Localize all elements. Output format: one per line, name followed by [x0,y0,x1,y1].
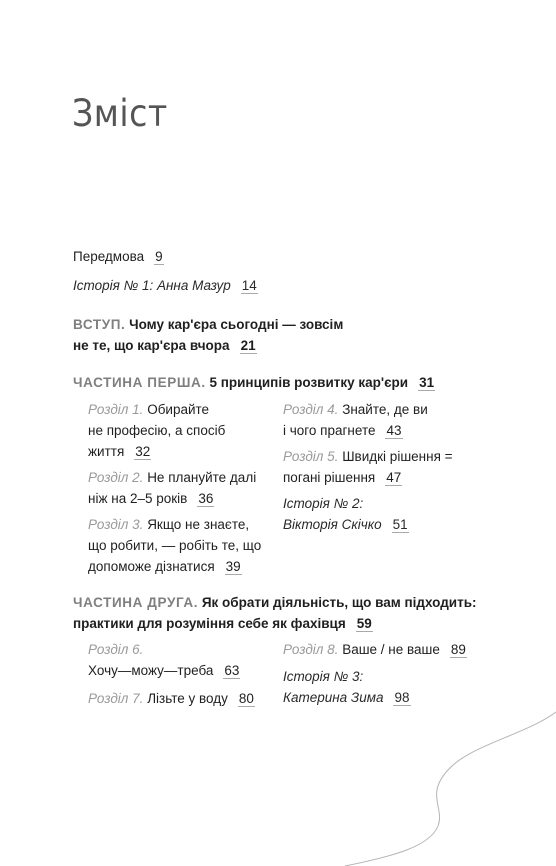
intro-label: ВСТУП. [73,317,126,332]
chapter-title-line-2: погані рішення [283,470,376,485]
chapter-label: Розділ 4. [283,402,339,417]
chapter-title-line-2: і чого прагнете [283,423,376,438]
page-number: 21 [240,338,256,353]
chapter-label: Розділ 2. [88,470,144,485]
part-2-title-line-1: Як обрати діяльність, що вам підходить: [201,595,477,610]
chapter-title-line-2: ніж на 2–5 років [88,491,188,506]
chapter-label: Розділ 7. [88,691,144,706]
page-number: 39 [225,559,241,574]
page-number: 32 [135,444,151,459]
page-number: 89 [450,642,466,657]
chapter-title-line-1: Не плануйте далі [147,470,257,485]
chapter-title-line-2: що робити, — робіть те, що [88,538,262,553]
chapter-label: Розділ 1. [88,402,144,417]
part-2-title-line-2: практики для розуміння себе як фахівця [73,616,346,631]
chapter-label: Розділ 5. [283,449,339,464]
chapter-title-line-1: Хочу—можу—треба [88,663,214,678]
intro-title-line-2: не те, що кар'єра вчора [73,338,230,353]
page-number: 14 [241,278,257,293]
part-1-label: ЧАСТИНА ПЕРША. [73,375,206,390]
page-number: 43 [386,423,402,438]
chapter-title-line-1: Знайте, де ви [342,402,428,417]
chapter-title-line-1: Лізьте у воду [147,691,228,706]
chapter-label: Розділ 8. [283,642,339,657]
page-number: 98 [394,690,410,705]
page-number: 31 [419,375,435,390]
chapter-title-line-1: Ваше / не ваше [342,642,440,657]
chapter-label: Розділ 6. [88,642,144,657]
page-number: 51 [392,517,408,532]
story-title: Катерина Зима [283,690,384,705]
page-title: Зміст [72,92,168,135]
intro-title-line-1: Чому кар'єра сьогодні — зовсім [129,317,344,332]
chapter-title-line-1: Швидкі рішення = [342,449,453,464]
chapter-title-line-2: не професію, а спосіб [88,423,226,438]
chapter-title-line-1: Якщо не знаєте, [147,517,250,532]
page-number: 63 [224,663,240,678]
chapter-title-line-1: Обирайте [147,402,210,417]
page-number: 9 [155,249,163,264]
page-number: 36 [198,491,214,506]
part-1-title: 5 принципів розвитку кар'єри [209,375,409,390]
story-title: Вікторія Скічко [283,517,382,532]
page-number: 59 [356,616,372,631]
toc-entry-label: Історія № 1: Анна Мазур [73,278,231,293]
chapter-title-line-3: допоможе дізнатися [88,559,215,574]
story-label: Історія № 2: [283,496,364,511]
chapter-label: Розділ 3. [88,517,144,532]
story-label: Історія № 3: [283,669,364,684]
page-number: 47 [386,470,402,485]
toc-entry-label: Передмова [73,249,145,264]
part-2-label: ЧАСТИНА ДРУГА. [73,595,199,610]
chapter-title-line-3: життя [88,444,125,459]
page-number: 80 [238,691,254,706]
